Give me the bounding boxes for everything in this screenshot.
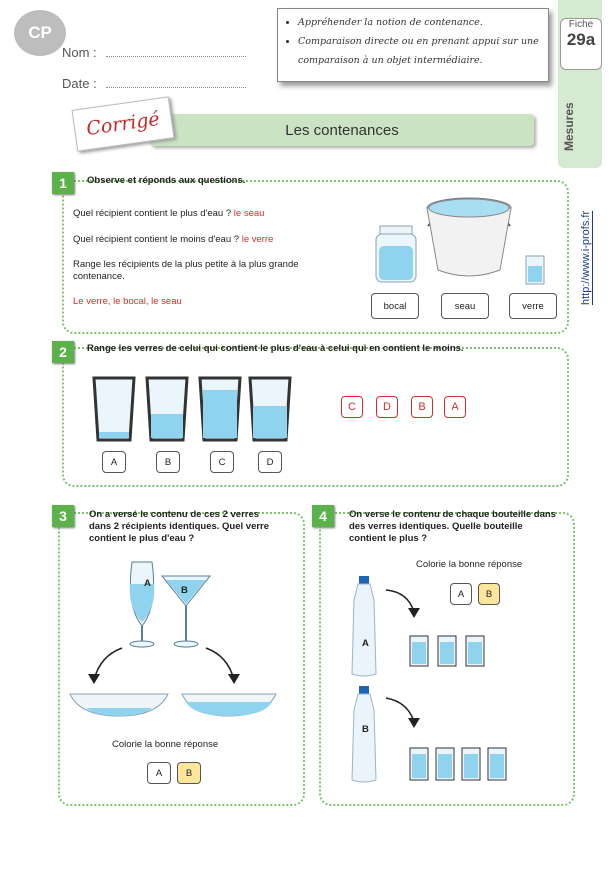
page-title: Les contenances	[150, 114, 534, 146]
bowl-b-icon	[182, 694, 276, 716]
glass-label-c: C	[210, 451, 234, 473]
ex3-prompt: Colorie la bonne réponse	[112, 739, 219, 750]
nom-label: Nom :	[62, 45, 97, 60]
exercise-3-instruction: On a versé le contenu de ces 2 verres dans 2 récipients identiques. Quel verre contient le plus d'eau ?	[89, 509, 270, 544]
answer-slot-1[interactable]: C	[341, 396, 363, 418]
ex1-question-2	[73, 234, 273, 246]
nom-input-line[interactable]	[106, 56, 246, 57]
fiche-box	[560, 18, 602, 70]
bottles-illustration	[340, 574, 520, 788]
glass-label-d: D	[258, 451, 282, 473]
cup-icon	[410, 748, 428, 780]
answer-slot-4[interactable]: A	[444, 396, 466, 418]
ex1-question-3: Range les récipients de la plus petite à la plus grande contenance.	[73, 259, 299, 282]
objective-item: • Appréhender la notion de contenance.	[298, 13, 540, 32]
answer-slot-2[interactable]: D	[376, 396, 398, 418]
objective-item: • Comparaison directe ou en prenant appui sur une comparaison à un objet intermédiaire.	[298, 32, 540, 70]
glass-label-b: B	[181, 585, 188, 596]
ex4-option-a[interactable]: A	[450, 583, 472, 605]
bottle-label-a: A	[362, 638, 369, 649]
pouring-illustration	[66, 556, 296, 726]
glass-c-icon	[200, 378, 240, 440]
exercise-2-number: 2	[52, 341, 74, 363]
ex4-prompt: Colorie la bonne réponse	[416, 559, 523, 570]
jar-icon	[376, 226, 416, 282]
date-label: Date :	[62, 76, 97, 91]
cup-icon	[462, 748, 480, 780]
question-text: Quel récipient contient le moins d'eau ?	[73, 234, 240, 245]
cup-icon	[466, 636, 484, 666]
flute-glass-icon	[130, 562, 155, 647]
glass-label-a: A	[144, 578, 151, 589]
level-badge: CP	[14, 10, 66, 56]
ex3-option-b[interactable]: B	[177, 762, 201, 784]
question-text: Quel récipient contient le plus d'eau ?	[73, 208, 232, 219]
nom-field	[62, 45, 246, 60]
date-field	[62, 76, 246, 91]
fiche-number: 29a	[566, 30, 596, 49]
answer-slot-3[interactable]: B	[411, 396, 433, 418]
date-input-line[interactable]	[106, 87, 246, 88]
glass-label-a: A	[102, 451, 126, 473]
label-bocal: bocal	[371, 293, 419, 319]
cup-icon	[436, 748, 454, 780]
label-seau: seau	[441, 293, 489, 319]
cup-icon	[488, 748, 506, 780]
label-verre: verre	[509, 293, 557, 319]
ex3-option-a[interactable]: A	[147, 762, 171, 784]
objectives-box	[277, 8, 549, 82]
cup-icon	[410, 636, 428, 666]
fiche-label: Fiche	[568, 19, 594, 30]
glass-b-icon	[147, 378, 187, 440]
bottle-a-icon	[352, 576, 376, 676]
ex4-option-b[interactable]: B	[478, 583, 500, 605]
ex1-question-1	[73, 208, 264, 220]
small-glass-icon	[526, 256, 544, 284]
corrige-stamp: Corrigé	[72, 96, 175, 151]
site-link[interactable]: http://www.i-profs.fr	[580, 210, 592, 305]
exercise-4-instruction: On verse le contenu de chaque bouteille dans des verres identiques. Quelle bouteille contient le plus ?	[349, 509, 556, 544]
ex1-answer-3: Le verre, le bocal, le seau	[73, 296, 182, 307]
containers-illustration	[370, 186, 560, 286]
exercise-1-number: 1	[52, 172, 74, 194]
glass-label-b: B	[156, 451, 180, 473]
exercise-2-instruction: Range les verres de celui qui contient le plus d'eau à celui qui en contient le moins.	[87, 343, 464, 354]
answer-text: le seau	[233, 208, 265, 219]
bucket-icon	[427, 198, 511, 276]
exercise-1-instruction: Observe et réponds aux questions.	[87, 175, 246, 186]
bottle-label-b: B	[362, 724, 369, 735]
glass-d-icon	[250, 378, 290, 440]
cup-icon	[438, 636, 456, 666]
glasses-illustration	[90, 374, 300, 444]
exercise-3-number: 3	[52, 505, 74, 527]
glass-a-icon	[94, 378, 134, 440]
answer-text: le verre	[241, 234, 274, 245]
category-label: Mesures	[562, 102, 576, 152]
exercise-4-number: 4	[312, 505, 334, 527]
bowl-a-icon	[70, 694, 168, 716]
